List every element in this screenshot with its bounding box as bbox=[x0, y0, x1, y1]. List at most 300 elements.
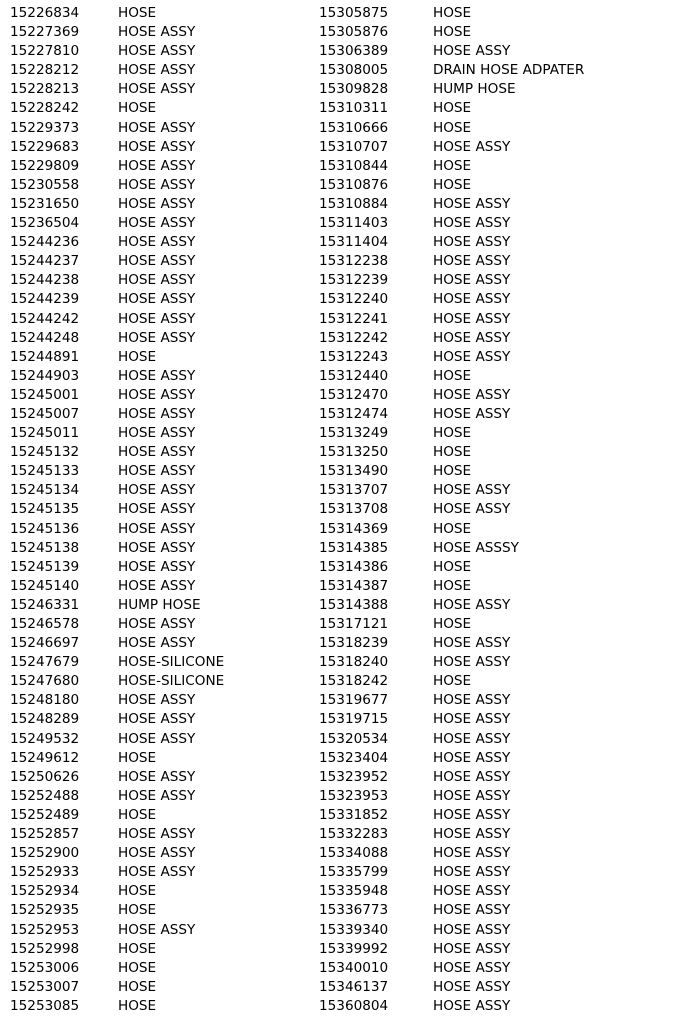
part-row bbox=[10, 138, 224, 157]
part-number: 15244903 bbox=[10, 367, 80, 384]
part-row bbox=[10, 749, 224, 768]
part-number: 15245011 bbox=[10, 425, 80, 442]
part-description: HOSE ASSY bbox=[433, 405, 511, 422]
part-row bbox=[319, 901, 584, 920]
part-number: 15252489 bbox=[10, 806, 80, 823]
part-row bbox=[10, 310, 224, 329]
part-description: HOSE ASSY bbox=[118, 768, 196, 785]
part-description: HOSE bbox=[433, 444, 472, 461]
part-number: 15252953 bbox=[10, 921, 80, 938]
part-number: 15252998 bbox=[10, 940, 80, 957]
part-number: 15231650 bbox=[10, 195, 80, 212]
part-number: 15323953 bbox=[319, 787, 389, 804]
part-description: HOSE ASSY bbox=[433, 348, 511, 365]
part-description: HOSE ASSY bbox=[433, 482, 511, 499]
part-description: HOSE ASSY bbox=[118, 444, 196, 461]
part-number: 15314388 bbox=[319, 596, 389, 613]
part-description: HOSE ASSY bbox=[433, 787, 511, 804]
part-number: 15323952 bbox=[319, 768, 389, 785]
part-number: 15245139 bbox=[10, 558, 80, 575]
part-description: HOSE ASSY bbox=[118, 272, 196, 289]
part-row bbox=[319, 710, 584, 729]
part-description: HOSE ASSY bbox=[433, 883, 511, 900]
part-number: 15319715 bbox=[319, 711, 389, 728]
part-description: HOSE bbox=[433, 673, 472, 690]
part-description: HOSE bbox=[433, 558, 472, 575]
part-description: HOSE ASSY bbox=[118, 787, 196, 804]
part-row bbox=[319, 195, 584, 214]
part-number: 15244248 bbox=[10, 329, 80, 346]
part-number: 15244237 bbox=[10, 253, 80, 270]
part-row bbox=[10, 462, 224, 481]
part-row bbox=[10, 233, 224, 252]
part-row bbox=[319, 882, 584, 901]
part-row bbox=[10, 634, 224, 653]
part-row bbox=[10, 520, 224, 539]
part-number: 15245007 bbox=[10, 405, 80, 422]
part-row bbox=[319, 653, 584, 672]
part-description: HOSE ASSSY bbox=[433, 539, 519, 556]
part-row bbox=[319, 940, 584, 959]
part-number: 15310844 bbox=[319, 157, 389, 174]
part-row bbox=[10, 959, 224, 978]
part-description: HOSE ASSY bbox=[433, 902, 511, 919]
part-description: HOSE ASSY bbox=[433, 234, 511, 251]
part-number: 15305876 bbox=[319, 24, 389, 41]
part-row bbox=[319, 825, 584, 844]
part-description: HOSE ASSY bbox=[433, 921, 511, 938]
part-number: 15310884 bbox=[319, 195, 389, 212]
part-description: HOSE bbox=[433, 5, 472, 21]
part-number: 15250626 bbox=[10, 768, 80, 785]
part-description: HOSE ASSY bbox=[433, 291, 511, 308]
part-number: 15247680 bbox=[10, 673, 80, 690]
part-description: HOSE bbox=[433, 100, 472, 117]
part-row bbox=[319, 520, 584, 539]
part-number: 15312241 bbox=[319, 310, 389, 327]
part-description: HOSE ASSY bbox=[118, 310, 196, 327]
part-row bbox=[10, 615, 224, 634]
part-row bbox=[319, 806, 584, 825]
part-description: HOSE ASSY bbox=[433, 978, 511, 995]
part-number: 15313707 bbox=[319, 482, 389, 499]
part-number: 15246578 bbox=[10, 616, 80, 632]
part-row bbox=[319, 634, 584, 653]
part-number: 15252935 bbox=[10, 902, 80, 919]
part-number: 15334088 bbox=[319, 845, 389, 862]
part-row bbox=[319, 329, 584, 348]
part-description: HOSE ASSY bbox=[118, 921, 196, 938]
part-description: HOSE ASSY bbox=[118, 405, 196, 422]
part-number: 15246331 bbox=[10, 596, 80, 613]
part-row bbox=[10, 596, 224, 615]
part-number: 15312238 bbox=[319, 253, 389, 270]
part-number: 15245132 bbox=[10, 444, 80, 461]
part-row bbox=[10, 768, 224, 787]
part-number: 15244238 bbox=[10, 272, 80, 289]
part-row bbox=[10, 23, 224, 42]
part-row bbox=[319, 844, 584, 863]
part-number: 15249612 bbox=[10, 749, 80, 766]
part-number: 15228212 bbox=[10, 62, 80, 79]
part-description: HOSE ASSY bbox=[118, 24, 196, 41]
part-row bbox=[10, 348, 224, 367]
part-number: 15335799 bbox=[319, 864, 389, 881]
part-description: HOSE bbox=[118, 940, 157, 957]
part-number: 15229683 bbox=[10, 138, 80, 155]
part-description: HOSE ASSY bbox=[433, 806, 511, 823]
part-row bbox=[319, 730, 584, 749]
part-description: HUMP HOSE bbox=[433, 81, 516, 98]
part-number: 15312440 bbox=[319, 367, 389, 384]
part-description: HOSE ASSY bbox=[118, 482, 196, 499]
part-number: 15253085 bbox=[10, 997, 80, 1014]
part-description: HOSE ASSY bbox=[433, 692, 511, 709]
part-row bbox=[10, 99, 224, 118]
part-description: HOSE bbox=[118, 959, 157, 976]
part-description: HOSE ASSY bbox=[118, 577, 196, 594]
part-number: 15313249 bbox=[319, 425, 389, 442]
part-row bbox=[10, 653, 224, 672]
part-number: 15310666 bbox=[319, 119, 389, 136]
part-row bbox=[319, 233, 584, 252]
part-number: 15312240 bbox=[319, 291, 389, 308]
part-row bbox=[319, 23, 584, 42]
part-row bbox=[10, 710, 224, 729]
part-description: HOSE ASSY bbox=[118, 845, 196, 862]
part-number: 15318240 bbox=[319, 654, 389, 671]
part-description: DRAIN HOSE ADPATER bbox=[433, 62, 585, 79]
part-description: HOSE bbox=[118, 883, 157, 900]
part-number: 15320534 bbox=[319, 730, 389, 747]
part-description: HOSE ASSY bbox=[118, 291, 196, 308]
part-description: HOSE bbox=[433, 520, 472, 537]
part-description: HOSE ASSY bbox=[118, 520, 196, 537]
part-number: 15252934 bbox=[10, 883, 80, 900]
part-number: 15248289 bbox=[10, 711, 80, 728]
part-number: 15360804 bbox=[319, 997, 389, 1014]
part-row bbox=[319, 691, 584, 710]
part-row bbox=[10, 252, 224, 271]
part-description: HOSE ASSY bbox=[433, 195, 511, 212]
part-row bbox=[10, 386, 224, 405]
part-row bbox=[10, 901, 224, 920]
part-row bbox=[10, 80, 224, 99]
part-number: 15318242 bbox=[319, 673, 389, 690]
part-description: HOSE bbox=[118, 100, 157, 117]
part-row bbox=[319, 863, 584, 882]
part-description: HOSE ASSY bbox=[433, 310, 511, 327]
part-row bbox=[319, 176, 584, 195]
part-number: 15244891 bbox=[10, 348, 80, 365]
part-number: 15252933 bbox=[10, 864, 80, 881]
part-description: HOSE ASSY bbox=[118, 539, 196, 556]
part-description: HOSE bbox=[118, 348, 157, 365]
part-description: HOSE bbox=[433, 119, 472, 136]
part-row bbox=[10, 500, 224, 519]
part-number: 15308005 bbox=[319, 62, 389, 79]
part-row bbox=[10, 290, 224, 309]
part-number: 15310707 bbox=[319, 138, 389, 155]
part-row bbox=[10, 443, 224, 462]
part-description: HOSE ASSY bbox=[433, 997, 511, 1014]
part-description: HOSE ASSY bbox=[118, 425, 196, 442]
part-description: HOSE ASSY bbox=[433, 768, 511, 785]
part-number: 15227810 bbox=[10, 43, 80, 60]
part-number: 15245138 bbox=[10, 539, 80, 556]
part-row bbox=[319, 959, 584, 978]
part-number: 15245140 bbox=[10, 577, 80, 594]
part-description: HOSE ASSY bbox=[433, 386, 511, 403]
right-parts-column bbox=[319, 4, 584, 1016]
part-row bbox=[319, 577, 584, 596]
part-description: HOSE ASSY bbox=[433, 596, 511, 613]
part-description: HOSE ASSY bbox=[433, 730, 511, 747]
part-description: HOSE ASSY bbox=[433, 959, 511, 976]
part-description: HOSE bbox=[118, 806, 157, 823]
part-number: 15249532 bbox=[10, 730, 80, 747]
part-description: HOSE ASSY bbox=[118, 119, 196, 136]
part-number: 15312239 bbox=[319, 272, 389, 289]
part-number: 15246697 bbox=[10, 635, 80, 652]
part-description: HOSE ASSY bbox=[118, 195, 196, 212]
part-row bbox=[10, 672, 224, 691]
part-row bbox=[319, 749, 584, 768]
part-row bbox=[10, 61, 224, 80]
part-description: HOSE ASSY bbox=[433, 215, 511, 232]
part-description: HOSE ASSY bbox=[118, 558, 196, 575]
part-number: 15346137 bbox=[319, 978, 389, 995]
part-row bbox=[10, 882, 224, 901]
part-description: HOSE ASSY bbox=[433, 749, 511, 766]
part-description: HOSE ASSY bbox=[118, 62, 196, 79]
part-row bbox=[319, 271, 584, 290]
part-description: HOSE ASSY bbox=[118, 157, 196, 174]
part-row bbox=[319, 214, 584, 233]
part-number: 15252488 bbox=[10, 787, 80, 804]
part-description: HOSE ASSY bbox=[118, 176, 196, 193]
part-number: 15336773 bbox=[319, 902, 389, 919]
part-row bbox=[319, 119, 584, 138]
part-number: 15311403 bbox=[319, 215, 389, 232]
part-row bbox=[10, 539, 224, 558]
part-number: 15339992 bbox=[319, 940, 389, 957]
part-description: HOSE ASSY bbox=[118, 730, 196, 747]
part-row bbox=[319, 997, 584, 1016]
part-number: 15340010 bbox=[319, 959, 389, 976]
part-description: HOSE ASSY bbox=[118, 826, 196, 843]
part-description: HOSE ASSY bbox=[118, 215, 196, 232]
part-number: 15228213 bbox=[10, 81, 80, 98]
part-row bbox=[319, 615, 584, 634]
part-description: HOSE bbox=[433, 24, 472, 41]
part-description: HOSE ASSY bbox=[118, 864, 196, 881]
part-row bbox=[319, 386, 584, 405]
part-row bbox=[319, 500, 584, 519]
part-row bbox=[319, 80, 584, 99]
part-row bbox=[319, 157, 584, 176]
part-number: 15314386 bbox=[319, 558, 389, 575]
part-row bbox=[319, 252, 584, 271]
part-row bbox=[319, 61, 584, 80]
part-number: 15312242 bbox=[319, 329, 389, 346]
part-number: 15323404 bbox=[319, 749, 389, 766]
part-description: HOSE ASSY bbox=[118, 253, 196, 270]
part-number: 15312474 bbox=[319, 405, 389, 422]
part-description: HOSE bbox=[118, 997, 157, 1014]
part-row bbox=[319, 138, 584, 157]
part-number: 15229373 bbox=[10, 119, 80, 136]
part-description: HOSE bbox=[118, 749, 157, 766]
part-description: HOSE ASSY bbox=[118, 367, 196, 384]
part-row bbox=[10, 271, 224, 290]
part-description: HOSE bbox=[433, 616, 472, 632]
part-description: HOSE ASSY bbox=[433, 501, 511, 518]
part-number: 15228242 bbox=[10, 100, 80, 117]
part-number: 15244236 bbox=[10, 234, 80, 251]
part-row bbox=[319, 921, 584, 940]
part-row bbox=[10, 176, 224, 195]
part-row bbox=[10, 157, 224, 176]
part-description: HOSE ASSY bbox=[118, 43, 196, 60]
part-description: HOSE ASSY bbox=[118, 234, 196, 251]
part-description: HOSE ASSY bbox=[433, 711, 511, 728]
part-description: HOSE ASSY bbox=[433, 253, 511, 270]
part-row bbox=[319, 558, 584, 577]
part-row bbox=[319, 596, 584, 615]
part-description: HOSE bbox=[118, 5, 157, 21]
part-number: 15314387 bbox=[319, 577, 389, 594]
part-description: HOSE ASSY bbox=[118, 616, 196, 632]
part-row bbox=[10, 195, 224, 214]
part-number: 15245133 bbox=[10, 463, 80, 480]
part-number: 15226834 bbox=[10, 5, 80, 21]
part-row bbox=[10, 691, 224, 710]
part-number: 15247679 bbox=[10, 654, 80, 671]
part-description: HOSE bbox=[433, 176, 472, 193]
part-number: 15229809 bbox=[10, 157, 80, 174]
part-row bbox=[10, 863, 224, 882]
part-number: 15305875 bbox=[319, 5, 389, 21]
part-description: HOSE ASSY bbox=[433, 826, 511, 843]
part-number: 15310311 bbox=[319, 100, 389, 117]
part-number: 15245135 bbox=[10, 501, 80, 518]
part-row bbox=[319, 290, 584, 309]
part-number: 15319677 bbox=[319, 692, 389, 709]
part-number: 15313708 bbox=[319, 501, 389, 518]
part-number: 15236504 bbox=[10, 215, 80, 232]
part-description: HOSE ASSY bbox=[118, 692, 196, 709]
part-row bbox=[319, 768, 584, 787]
part-row bbox=[319, 787, 584, 806]
part-row bbox=[319, 42, 584, 61]
part-row bbox=[10, 119, 224, 138]
part-number: 15306389 bbox=[319, 43, 389, 60]
part-row bbox=[319, 481, 584, 500]
part-description: HOSE bbox=[118, 902, 157, 919]
part-row bbox=[10, 367, 224, 386]
part-row bbox=[319, 367, 584, 386]
part-row bbox=[10, 329, 224, 348]
part-number: 15314385 bbox=[319, 539, 389, 556]
part-description: HOSE ASSY bbox=[433, 940, 511, 957]
part-description: HOSE bbox=[433, 367, 472, 384]
part-row bbox=[10, 730, 224, 749]
part-row bbox=[319, 539, 584, 558]
part-description: HOSE ASSY bbox=[433, 43, 511, 60]
part-row bbox=[10, 481, 224, 500]
part-description: HOSE ASSY bbox=[118, 711, 196, 728]
part-number: 15309828 bbox=[319, 81, 389, 98]
part-row bbox=[319, 672, 584, 691]
part-row bbox=[319, 978, 584, 997]
part-number: 15312243 bbox=[319, 348, 389, 365]
part-description: HOSE ASSY bbox=[433, 864, 511, 881]
part-number: 15230558 bbox=[10, 176, 80, 193]
part-description: HOSE ASSY bbox=[433, 845, 511, 862]
part-description: HOSE ASSY bbox=[118, 138, 196, 155]
part-number: 15313250 bbox=[319, 444, 389, 461]
part-number: 15248180 bbox=[10, 692, 80, 709]
part-description: HOSE bbox=[433, 577, 472, 594]
part-number: 15331852 bbox=[319, 806, 389, 823]
part-row bbox=[10, 921, 224, 940]
part-description: HUMP HOSE bbox=[118, 596, 201, 613]
part-row bbox=[10, 844, 224, 863]
part-number: 15317121 bbox=[319, 616, 389, 632]
part-number: 15245134 bbox=[10, 482, 80, 499]
part-row bbox=[10, 978, 224, 997]
part-number: 15332283 bbox=[319, 826, 389, 843]
part-row bbox=[319, 443, 584, 462]
part-row bbox=[10, 940, 224, 959]
part-description: HOSE-SILICONE bbox=[118, 654, 225, 671]
part-row bbox=[319, 405, 584, 424]
part-description: HOSE bbox=[433, 157, 472, 174]
part-row bbox=[10, 825, 224, 844]
part-number: 15312470 bbox=[319, 386, 389, 403]
part-number: 15311404 bbox=[319, 234, 389, 251]
part-number: 15313490 bbox=[319, 463, 389, 480]
part-description: HOSE bbox=[433, 425, 472, 442]
part-number: 15318239 bbox=[319, 635, 389, 652]
part-number: 15310876 bbox=[319, 176, 389, 193]
left-parts-column bbox=[10, 4, 224, 1016]
part-row bbox=[319, 424, 584, 443]
part-row bbox=[319, 462, 584, 481]
part-row bbox=[10, 4, 224, 23]
part-number: 15245136 bbox=[10, 520, 80, 537]
part-number: 15244239 bbox=[10, 291, 80, 308]
part-number: 15244242 bbox=[10, 310, 80, 327]
part-number: 15339340 bbox=[319, 921, 389, 938]
part-description: HOSE bbox=[118, 978, 157, 995]
part-description: HOSE-SILICONE bbox=[118, 673, 225, 690]
part-description: HOSE ASSY bbox=[433, 654, 511, 671]
part-description: HOSE bbox=[433, 463, 472, 480]
part-number: 15245001 bbox=[10, 386, 80, 403]
part-number: 15227369 bbox=[10, 24, 80, 41]
part-number: 15335948 bbox=[319, 883, 389, 900]
part-number: 15253007 bbox=[10, 978, 80, 995]
part-row bbox=[10, 806, 224, 825]
part-number: 15314369 bbox=[319, 520, 389, 537]
part-number: 15252900 bbox=[10, 845, 80, 862]
part-description: HOSE ASSY bbox=[118, 463, 196, 480]
part-description: HOSE ASSY bbox=[118, 81, 196, 98]
part-row bbox=[10, 405, 224, 424]
part-row bbox=[10, 577, 224, 596]
